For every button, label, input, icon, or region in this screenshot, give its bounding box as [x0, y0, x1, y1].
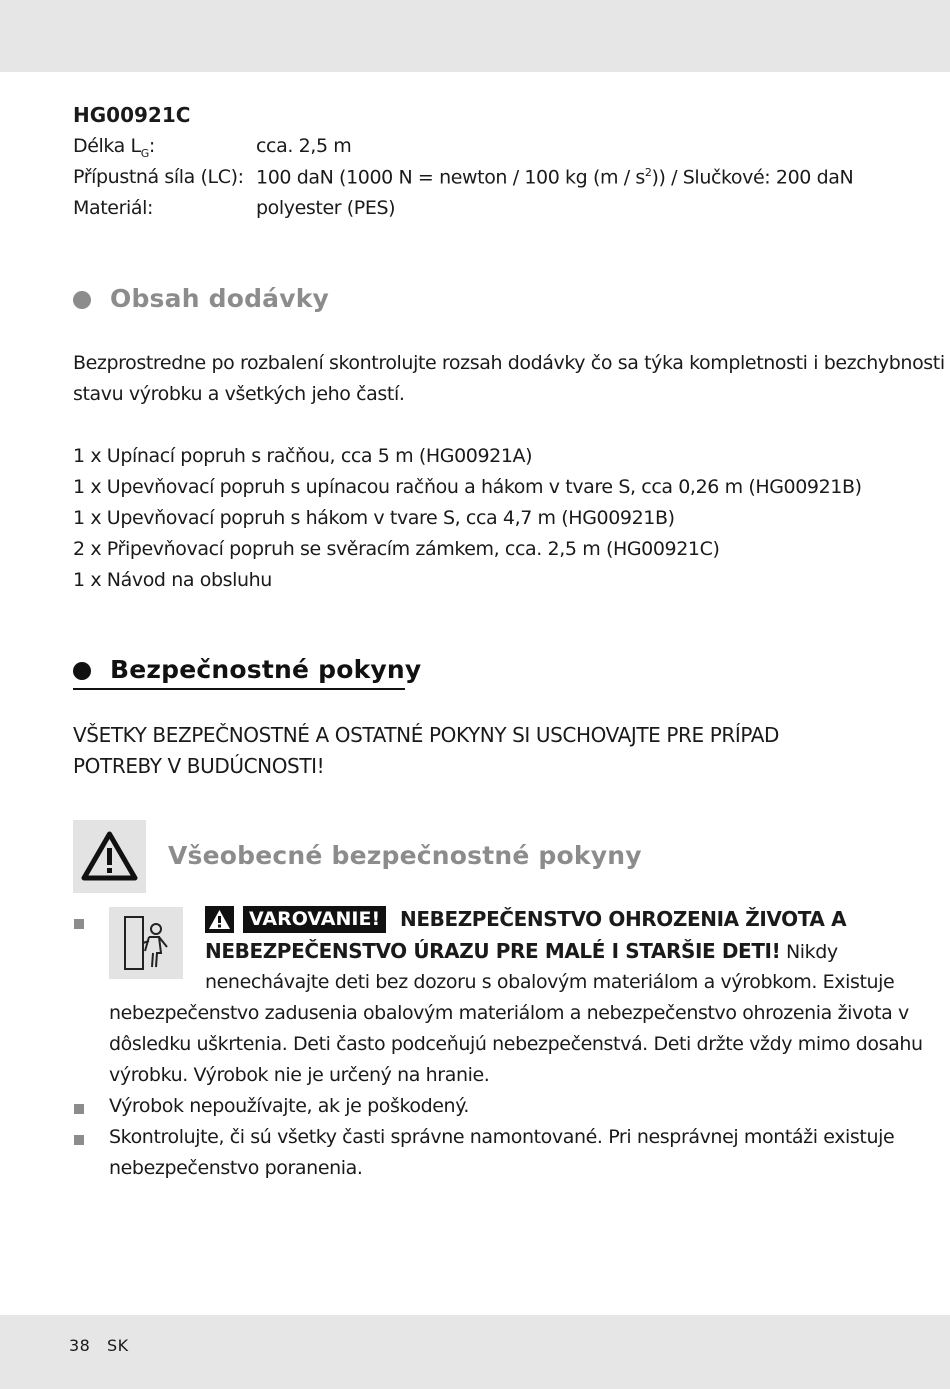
warning-title-line-2: NEBEZPEČENSTVO ÚRAZU PRE MALÉ I STARŠIE DETI! Nikdy — [205, 939, 838, 963]
contents-intro-line: Bezprostredne po rozbalení skontrolujte rozsah dodávky čo sa týka kompletnosti i bezchybnosti — [73, 352, 945, 374]
safety-notice-line: VŠETKY BEZPEČNOSTNÉ A OSTATNÉ POKYNY SI USCHOVAJTE PRE PRÍPAD — [73, 723, 780, 747]
contents-item: 2 x Připevňovací popruh se svěracím zámkem, cca. 2,5 m (HG00921C) — [73, 538, 720, 560]
contents-item: 1 x Upevňovací popruh s upínacou račňou a hákom v tvare S, cca 0,26 m (HG00921B) — [73, 476, 862, 498]
bullet-square-icon — [74, 919, 84, 929]
warning-triangle-icon — [73, 820, 146, 893]
contents-item: 1 x Upevňovací popruh s hákom v tvare S, cca 4,7 m (HG00921B) — [73, 507, 675, 529]
contents-item: 1 x Upínací popruh s račňou, cca 5 m (HG00921A) — [73, 445, 533, 467]
safety-notice-line: POTREBY V BUDÚCNOSTI! — [73, 754, 325, 778]
warning-text-line: nebezpečenstvo zadusenia obalovým materiálom a nebezpečenstvo ohrozenia života v — [109, 1002, 909, 1024]
bottom-band — [0, 1315, 950, 1389]
top-band — [0, 0, 950, 72]
contents-item: 1 x Návod na obsluhu — [73, 569, 272, 591]
contents-intro-line: stavu výrobku a všetkých jeho častí. — [73, 383, 405, 405]
safety-bullet: Skontrolujte, či sú všetky časti správne namontované. Pri nesprávnej montáži existuje — [109, 1126, 895, 1148]
section-bullet-icon — [73, 291, 91, 309]
safety-heading: Bezpečnostné pokyny — [110, 655, 422, 684]
spec-label-length: Délka $L_G$: — [73, 135, 155, 160]
child-safety-icon — [109, 907, 183, 979]
warning-badge: VAROVANIE! — [243, 906, 386, 933]
model-title: HG00921C — [73, 103, 191, 127]
safety-bullet: Výrobok nepoužívajte, ak je poškodený. — [109, 1095, 469, 1117]
bullet-square-icon — [74, 1135, 84, 1145]
spec-label-force: Přípustná síla (LC): — [73, 166, 244, 188]
warning-title-line: NEBEZPEČENSTVO OHROZENIA ŽIVOTA A — [400, 907, 847, 931]
section-bullet-icon — [73, 662, 91, 680]
language-code: SK — [107, 1336, 129, 1355]
spec-label-material: Materiál: — [73, 197, 153, 219]
contents-heading: Obsah dodávky — [110, 284, 330, 313]
heading-underline — [73, 688, 405, 690]
warning-text-line: dôsledku uškrtenia. Deti často podceňujú nebezpečenstvá. Deti držte vždy mimo dosahu — [109, 1033, 923, 1055]
warning-small-icon — [205, 906, 234, 933]
bullet-square-icon — [74, 1104, 84, 1114]
spec-value-length: cca. 2,5 m — [256, 135, 352, 157]
spec-value-material: polyester (PES) — [256, 197, 396, 219]
page-number: 38 — [69, 1336, 91, 1355]
safety-bullet-cont: nebezpečenstvo poranenia. — [109, 1157, 363, 1179]
general-safety-heading: Všeobecné bezpečnostné pokyny — [168, 841, 642, 870]
warning-text-line: nenechávajte deti bez dozoru s obalovým materiálom a výrobkom. Existuje — [205, 971, 895, 993]
warning-text-line: výrobku. Výrobok nie je určený na hranie. — [109, 1064, 490, 1086]
spec-value-force: 100 daN (1000 N = newton / 100 kg $(m / s^2)$) / Slučkové: 200 daN — [256, 166, 854, 189]
